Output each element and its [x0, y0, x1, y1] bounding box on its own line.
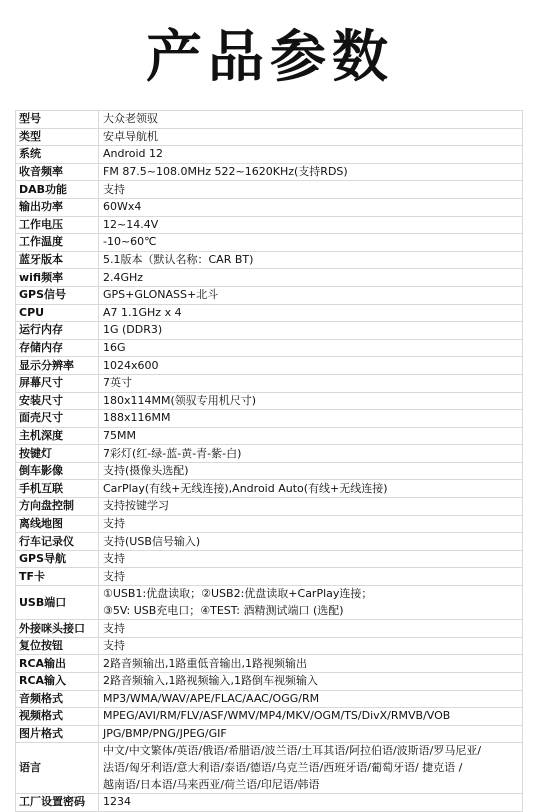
spec-row [16, 374, 523, 392]
spec-label: 图片格式 [16, 725, 99, 743]
spec-row [16, 620, 523, 638]
spec-label: 存储内存 [16, 339, 99, 357]
spec-row [16, 216, 523, 234]
spec-table [15, 110, 523, 812]
spec-value: 2路音频输入,1路视频输入,1路倒车视频输入 [99, 673, 523, 691]
page-title: 产品参数 [146, 25, 394, 90]
spec-label: 离线地图 [16, 515, 99, 533]
spec-label: 型号 [16, 111, 99, 129]
spec-value [99, 586, 523, 620]
spec-value: 188x116MM [99, 410, 523, 428]
spec-value-line: 越南语/日本语/马来西亚/荷兰语/印尼语/韩语 [103, 777, 320, 791]
spec-label: 主机深度 [16, 427, 99, 445]
spec-label: 输出功率 [16, 198, 99, 216]
spec-row [16, 533, 523, 551]
spec-value: 16G [99, 339, 523, 357]
spec-label: TF卡 [16, 568, 99, 586]
spec-label: 按键灯 [16, 445, 99, 463]
spec-row [16, 550, 523, 568]
spec-label: DAB功能 [16, 181, 99, 199]
spec-value: 7英寸 [99, 374, 523, 392]
spec-row [16, 181, 523, 199]
spec-table-body [16, 111, 523, 812]
spec-row [16, 322, 523, 340]
spec-row [16, 794, 523, 812]
spec-label: 视频格式 [16, 708, 99, 726]
spec-label: 倒车影像 [16, 462, 99, 480]
spec-row [16, 251, 523, 269]
spec-row [16, 515, 523, 533]
spec-value: 1234 [99, 794, 523, 812]
spec-row [16, 743, 523, 794]
spec-value: 大众老领驭 [99, 111, 523, 129]
spec-label: 安装尺寸 [16, 392, 99, 410]
spec-label: 系统 [16, 146, 99, 164]
spec-value: 7彩灯(红-绿-蓝-黄-青-紫-白) [99, 445, 523, 463]
spec-label: 收音频率 [16, 163, 99, 181]
spec-value: 1G (DDR3) [99, 322, 523, 340]
spec-label: GPS信号 [16, 286, 99, 304]
spec-label: 屏幕尺寸 [16, 374, 99, 392]
spec-value-line: 法语/匈牙利语/意大利语/泰语/德语/乌克兰语/西班牙语/葡萄牙语/ 捷克语 / [103, 760, 463, 774]
spec-row [16, 462, 523, 480]
spec-value: 2路音频输出,1路重低音输出,1路视频输出 [99, 655, 523, 673]
spec-row [16, 357, 523, 375]
spec-row [16, 163, 523, 181]
spec-value: JPG/BMP/PNG/JPEG/GIF [99, 725, 523, 743]
spec-label: 类型 [16, 128, 99, 146]
spec-value: 75MM [99, 427, 523, 445]
spec-value: 支持按键学习 [99, 498, 523, 516]
spec-value: GPS+GLONASS+北斗 [99, 286, 523, 304]
spec-value: 支持(摄像头选配) [99, 462, 523, 480]
spec-row [16, 128, 523, 146]
spec-value: 支持(USB信号输入) [99, 533, 523, 551]
spec-value: 1024x600 [99, 357, 523, 375]
spec-value: A7 1.1GHz x 4 [99, 304, 523, 322]
spec-value [99, 743, 523, 794]
spec-label: 行车记录仪 [16, 533, 99, 551]
spec-label: CPU [16, 304, 99, 322]
spec-value: -10~60℃ [99, 234, 523, 252]
spec-label: 蓝牙版本 [16, 251, 99, 269]
spec-value-line: ③5V: USB充电口；④TEST: 酒精测试端口 (选配) [103, 603, 344, 617]
spec-row [16, 392, 523, 410]
spec-value: 60Wx4 [99, 198, 523, 216]
spec-value: 2.4GHz [99, 269, 523, 287]
spec-label: GPS导航 [16, 550, 99, 568]
spec-value: 支持 [99, 181, 523, 199]
spec-value-line: ①USB1:优盘读取；②USB2:优盘读取+CarPlay连接； [103, 587, 373, 601]
spec-row [16, 445, 523, 463]
spec-row [16, 269, 523, 287]
spec-label: 外接咪头接口 [16, 620, 99, 638]
spec-label: 工厂设置密码 [16, 794, 99, 812]
spec-row [16, 427, 523, 445]
spec-label: 语言 [16, 743, 99, 794]
spec-value: 支持 [99, 620, 523, 638]
spec-label: 复位按钮 [16, 637, 99, 655]
spec-row [16, 637, 523, 655]
spec-row [16, 690, 523, 708]
spec-label: 面壳尺寸 [16, 410, 99, 428]
spec-label: RCA输入 [16, 673, 99, 691]
spec-label: 运行内存 [16, 322, 99, 340]
spec-label: wifi频率 [16, 269, 99, 287]
spec-row [16, 146, 523, 164]
spec-row [16, 111, 523, 129]
spec-value-line: 中文/中文繁体/英语/俄语/希腊语/波兰语/土耳其语/阿拉伯语/波斯语/罗马尼亚/ [103, 744, 482, 758]
spec-row [16, 725, 523, 743]
spec-row [16, 410, 523, 428]
spec-value: MP3/WMA/WAV/APE/FLAC/AAC/OGG/RM [99, 690, 523, 708]
spec-row [16, 568, 523, 586]
spec-label: 显示分辨率 [16, 357, 99, 375]
spec-row [16, 234, 523, 252]
spec-value: 支持 [99, 515, 523, 533]
spec-label: 手机互联 [16, 480, 99, 498]
spec-value: 12~14.4V [99, 216, 523, 234]
spec-value: 支持 [99, 568, 523, 586]
spec-row [16, 655, 523, 673]
spec-row [16, 498, 523, 516]
spec-row [16, 286, 523, 304]
spec-label: 方向盘控制 [16, 498, 99, 516]
spec-row [16, 586, 523, 620]
spec-value: MPEG/AVI/RM/FLV/ASF/WMV/MP4/MKV/OGM/TS/DivX/RMVB/VOB [99, 708, 523, 726]
spec-row [16, 198, 523, 216]
spec-value: 5.1版本（默认名称：CAR BT) [99, 251, 523, 269]
spec-row [16, 480, 523, 498]
spec-value: 安卓导航机 [99, 128, 523, 146]
spec-value: 支持 [99, 637, 523, 655]
spec-value: 180x114MM(领驭专用机尺寸) [99, 392, 523, 410]
spec-label: 工作电压 [16, 216, 99, 234]
spec-value: FM 87.5~108.0MHz 522~1620KHz(支持RDS) [99, 163, 523, 181]
spec-label: 工作温度 [16, 234, 99, 252]
spec-value: Android 12 [99, 146, 523, 164]
spec-row [16, 339, 523, 357]
spec-row [16, 673, 523, 691]
spec-row [16, 304, 523, 322]
spec-value: 支持 [99, 550, 523, 568]
spec-label: RCA输出 [16, 655, 99, 673]
spec-label: USB端口 [16, 586, 99, 620]
spec-label: 音频格式 [16, 690, 99, 708]
spec-value: CarPlay(有线+无线连接),Android Auto(有线+无线连接) [99, 480, 523, 498]
spec-row [16, 708, 523, 726]
